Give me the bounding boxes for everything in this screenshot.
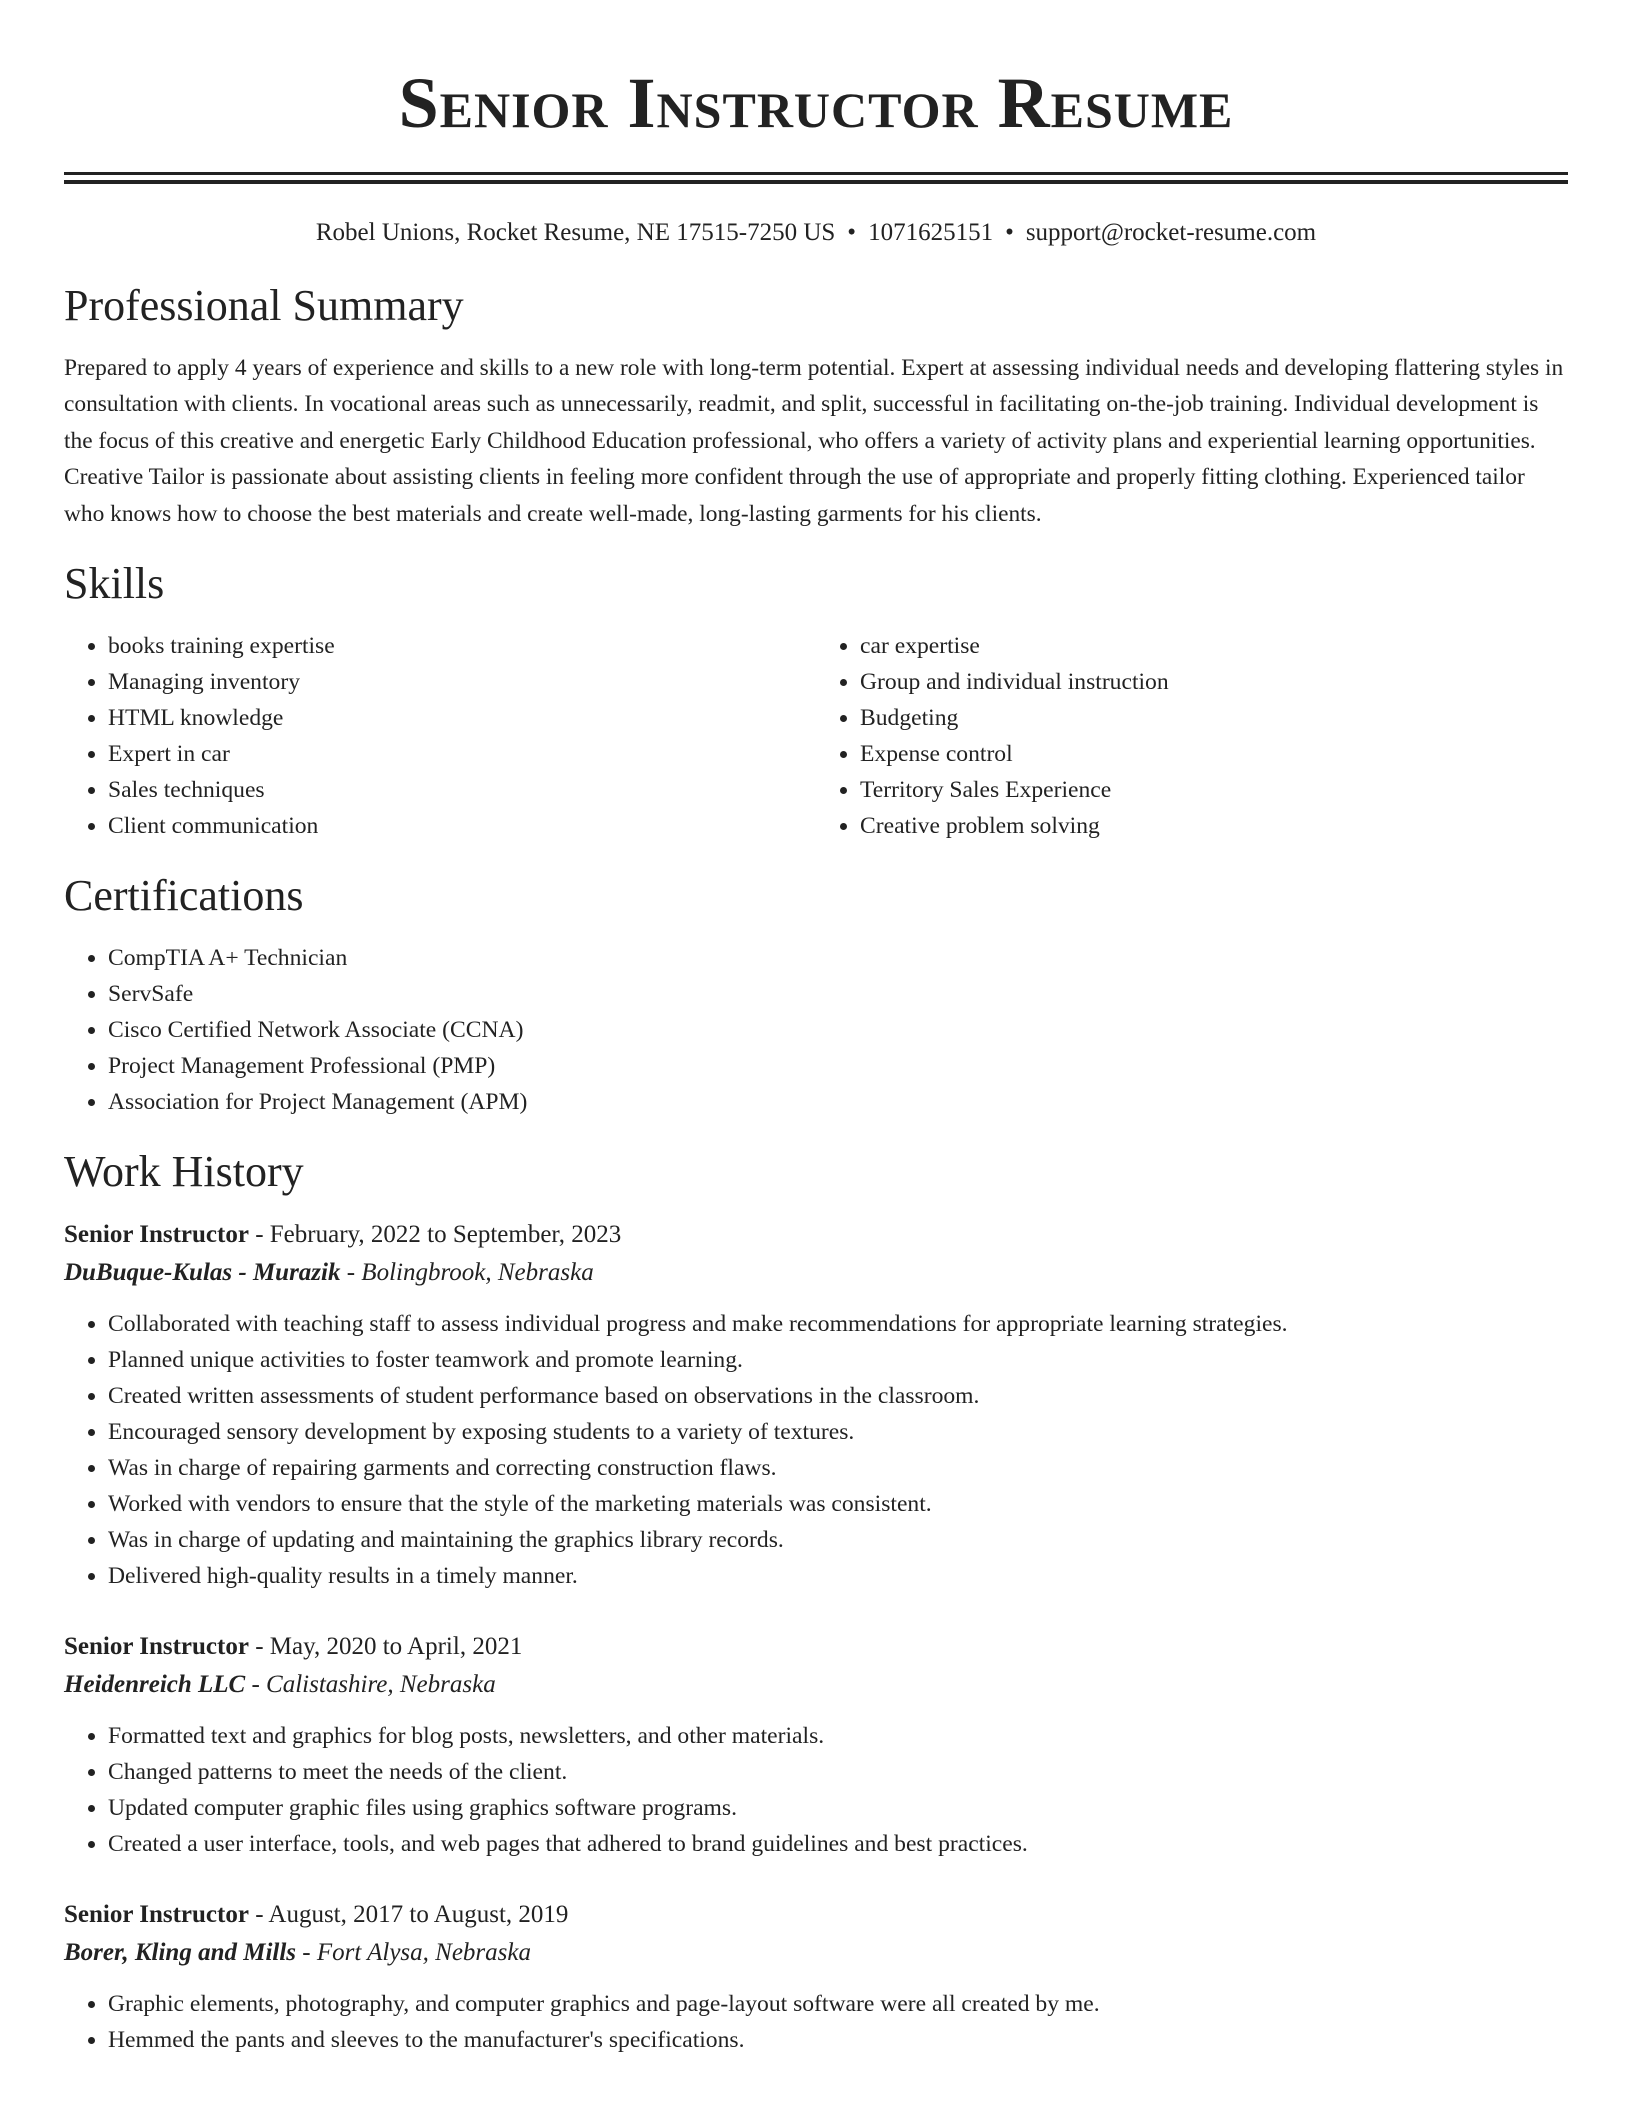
skills-columns bbox=[64, 628, 1568, 844]
job-bullets bbox=[64, 1718, 1568, 1862]
company-line bbox=[64, 1934, 1568, 1972]
job-bullet: • Created written assessments of student performance based on observations in the classroom. bbox=[108, 1378, 1568, 1414]
job-bullet: • Encouraged sensory development by exposing students to a variety of textures. bbox=[108, 1414, 1568, 1450]
certification-item: • ServSafe bbox=[108, 976, 1568, 1012]
job-entry bbox=[64, 1628, 1568, 1862]
job-bullet: • Was in charge of updating and maintaining the graphics library records. bbox=[108, 1522, 1568, 1558]
summary-heading: Professional Summary bbox=[64, 281, 464, 330]
job-bullets bbox=[64, 1986, 1568, 2058]
job-bullet: • Delivered high-quality results in a timely manner. bbox=[108, 1558, 1568, 1594]
job-dates: - May, 2020 to April, 2021 bbox=[248, 1633, 523, 1661]
job-bullet: • Collaborated with teaching staff to assess individual progress and make recommendations for appropriate learning strategies. bbox=[108, 1306, 1568, 1342]
certifications-list bbox=[64, 940, 1568, 1120]
contact-line bbox=[64, 216, 1568, 250]
skills-list-left bbox=[64, 628, 816, 844]
job-title-line bbox=[64, 1896, 1568, 1934]
skill-item: • Managing inventory bbox=[108, 664, 816, 700]
skill-item: • Expense control bbox=[860, 736, 1568, 772]
job-bullet: • Worked with vendors to ensure that the style of the marketing materials was consistent. bbox=[108, 1486, 1568, 1522]
job-bullet: • Graphic elements, photography, and computer graphics and page-layout software were all created by me. bbox=[108, 1986, 1568, 2022]
contact-separator: • bbox=[847, 219, 857, 246]
summary-text: Prepared to apply 4 years of experience and skills to a new role with long-term potential. Expert at assessing individual needs and developing flattering styles in consultation with clients. In vocational areas such as unnecessarily, readmit, and split, successful in facilitating on-the-job training. Individual development is the focus of this creative and energetic Early Childhood Education professional, who offers a variety of activity plans and experiential learning opportunities. Creative Tailor is passionate about assisting clients in feeling more confident through the use of appropriate and properly fitting clothing. Experienced tailor who knows how to choose the best materials and create well-made, long-lasting garments for his clients. bbox=[64, 355, 1564, 527]
title-double-rule bbox=[64, 172, 1568, 184]
job-entry bbox=[64, 1896, 1568, 2058]
company-location: - Fort Alysa, Nebraska bbox=[296, 1939, 531, 1967]
skill-item: • Creative problem solving bbox=[860, 808, 1568, 844]
skill-item: • Expert in car bbox=[108, 736, 816, 772]
contact-phone: 1071625151 bbox=[868, 219, 994, 246]
skill-item: • books training expertise bbox=[108, 628, 816, 664]
certification-item: • Association for Project Management (APM) bbox=[108, 1084, 1568, 1120]
job-bullet: • Created a user interface, tools, and web pages that adhered to brand guidelines and best practices. bbox=[108, 1826, 1568, 1862]
job-title: Senior Instructor bbox=[64, 1221, 249, 1249]
certification-item: • CompTIA A+ Technician bbox=[108, 940, 1568, 976]
skill-item: • Client communication bbox=[108, 808, 816, 844]
contact-separator: • bbox=[1005, 219, 1014, 246]
skills-list-right bbox=[816, 628, 1568, 844]
job-bullets bbox=[64, 1306, 1568, 1594]
job-bullet: • Updated computer graphic files using graphics software programs. bbox=[108, 1790, 1568, 1826]
skill-item: • Budgeting bbox=[860, 700, 1568, 736]
job-title-line bbox=[64, 1216, 1568, 1254]
job-dates: - August, 2017 to August, 2019 bbox=[248, 1901, 569, 1929]
contact-email[interactable]: support@rocket-resume.com bbox=[1025, 219, 1317, 246]
certification-item: • Project Management Professional (PMP) bbox=[108, 1048, 1568, 1084]
certification-item: • Cisco Certified Network Associate (CCNA) bbox=[108, 1012, 1568, 1048]
skill-item: • Group and individual instruction bbox=[860, 664, 1568, 700]
company-line bbox=[64, 1254, 1568, 1292]
job-title: Senior Instructor bbox=[64, 1633, 249, 1661]
company-line bbox=[64, 1666, 1568, 1704]
skill-item: • Sales techniques bbox=[108, 772, 816, 808]
job-bullet: • Changed patterns to meet the needs of the client. bbox=[108, 1754, 1568, 1790]
job-bullet: • Was in charge of repairing garments and correcting construction flaws. bbox=[108, 1450, 1568, 1486]
skill-item: • HTML knowledge bbox=[108, 700, 816, 736]
company-name: Borer, Kling and Mills bbox=[64, 1939, 297, 1967]
company-name: DuBuque-Kulas - Murazik bbox=[64, 1259, 341, 1287]
resume-page bbox=[64, 0, 1568, 2058]
company-location: - Calistashire, Nebraska bbox=[245, 1671, 496, 1699]
page-title: Senior Instructor Resume bbox=[398, 63, 1234, 143]
contact-address: Robel Unions, Rocket Resume, NE 17515-7250 US bbox=[315, 219, 836, 246]
job-entry bbox=[64, 1216, 1568, 1594]
job-title: Senior Instructor bbox=[64, 1901, 249, 1929]
company-name: Heidenreich LLC bbox=[64, 1671, 246, 1699]
skills-heading: Skills bbox=[64, 559, 165, 609]
job-bullet: • Planned unique activities to foster teamwork and promote learning. bbox=[108, 1342, 1568, 1378]
skill-item: • Territory Sales Experience bbox=[860, 772, 1568, 808]
certifications-heading: Certifications bbox=[64, 871, 304, 921]
skill-item: • car expertise bbox=[860, 628, 1568, 664]
job-title-line bbox=[64, 1628, 1568, 1666]
work-history-heading: Work History bbox=[64, 1147, 304, 1197]
company-location: - Bolingbrook, Nebraska bbox=[340, 1259, 594, 1287]
job-bullet: • Hemmed the pants and sleeves to the manufacturer's specifications. bbox=[108, 2022, 1568, 2058]
job-dates: - February, 2022 to September, 2023 bbox=[248, 1221, 622, 1249]
job-bullet: • Formatted text and graphics for blog posts, newsletters, and other materials. bbox=[108, 1718, 1568, 1754]
